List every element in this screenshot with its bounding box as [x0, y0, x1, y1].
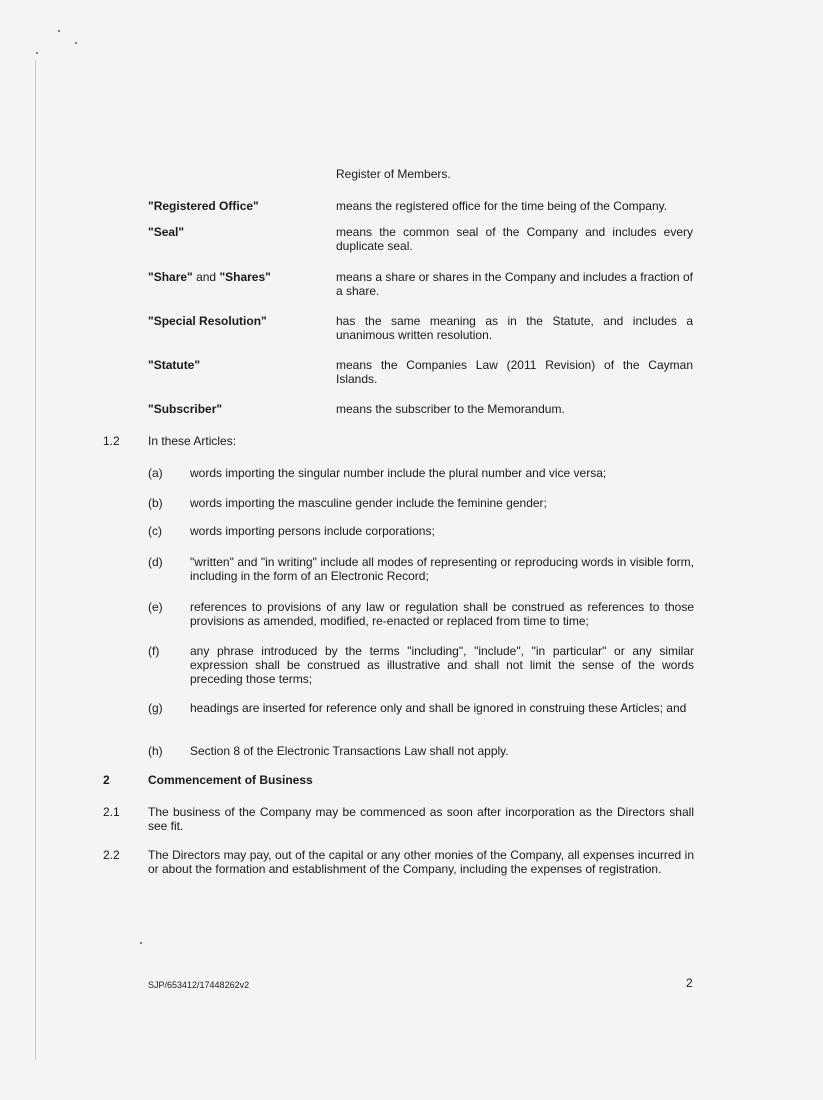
definition-term-statute: "Statute" [148, 358, 201, 372]
definition-meaning-subscriber: means the subscriber to the Memorandum. [336, 402, 565, 416]
definition-meaning-registered-office: means the registered office for the time being of the Company. [336, 199, 668, 213]
definition-term-special-resolution: "Special Resolution" [148, 314, 267, 328]
definition-meaning-share: means a share or shares in the Company and includes a fraction of a share. [336, 270, 693, 298]
sub-label-g: (g) [148, 701, 163, 715]
sub-label-e: (e) [148, 600, 163, 614]
sub-label-f: (f) [148, 644, 160, 658]
sub-label-d: (d) [148, 555, 163, 569]
sub-text-g: headings are inserted for reference only and shall be ignored in construing these Articles; and [190, 701, 687, 715]
sub-text-e: references to provisions of any law or regulation shall be construed as references to those provisions as amended, modified, re-enacted or replaced from time to time; [190, 600, 694, 628]
definition-term-registered-office: "Registered Office" [148, 199, 259, 213]
sub-label-c: (c) [148, 524, 162, 538]
sub-label-a: (a) [148, 466, 163, 480]
definition-term-subscriber: "Subscriber" [148, 402, 223, 416]
definition-term-share-plural: "Shares" [219, 270, 271, 284]
clause-intro-1-2: In these Articles: [148, 434, 237, 448]
definition-term-seal: "Seal" [148, 225, 185, 239]
section-heading-2: Commencement of Business [148, 773, 313, 787]
scan-speck [58, 30, 60, 32]
definition-term-share-joiner: and [192, 270, 220, 284]
page-number: 2 [686, 976, 693, 990]
scan-speck [36, 52, 38, 54]
clause-text-2-1: The business of the Company may be commenced as soon after incorporation as the Directors shall see fit. [148, 805, 694, 833]
sub-label-h: (h) [148, 744, 163, 758]
scan-margin-line [35, 60, 36, 1060]
definition-meaning-statute: means the Companies Law (2011 Revision) of the Cayman Islands. [336, 358, 693, 386]
clause-number-2-2: 2.2 [103, 848, 120, 862]
definition-meaning-seal: means the common seal of the Company and includes every duplicate seal. [336, 225, 693, 253]
sub-text-c: words importing persons include corporations; [190, 524, 435, 538]
scan-speck [140, 942, 142, 944]
sub-text-f: any phrase introduced by the terms "including", "include", "in particular" or any similar expression shall be construed as illustrative and shall not limit the sense of the words preceding those terms; [190, 644, 694, 686]
document-reference: SJP/653412/17448262v2 [148, 980, 250, 990]
section-number-2: 2 [103, 773, 110, 787]
sub-label-b: (b) [148, 496, 163, 510]
clause-number-1-2: 1.2 [103, 434, 120, 448]
definition-continuation: Register of Members. [336, 167, 451, 181]
definition-term-share-singular: "Share" [148, 270, 193, 284]
clause-text-2-2: The Directors may pay, out of the capital or any other monies of the Company, all expenses incurred in or about the formation and establishment of the Company, including the expenses of registration. [148, 848, 694, 876]
scan-speck [75, 42, 77, 44]
sub-text-b: words importing the masculine gender include the feminine gender; [190, 496, 547, 510]
sub-text-d: "written" and "in writing" include all modes of representing or reproducing words in visible form, including in the form of an Electronic Record; [190, 555, 694, 583]
sub-text-a: words importing the singular number include the plural number and vice versa; [190, 466, 607, 480]
clause-number-2-1: 2.1 [103, 805, 120, 819]
sub-text-h: Section 8 of the Electronic Transactions Law shall not apply. [190, 744, 509, 758]
definition-meaning-special-resolution: has the same meaning as in the Statute, and includes a unanimous written resolution. [336, 314, 693, 342]
definition-term-share [148, 270, 271, 284]
